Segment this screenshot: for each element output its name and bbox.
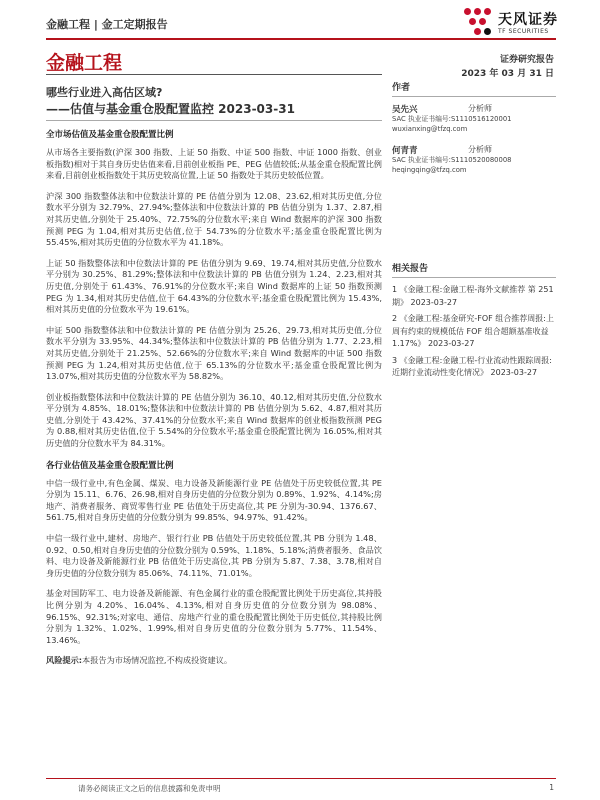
author-card: [392, 144, 556, 175]
author-card: [392, 103, 556, 134]
author-license: SAC 执业证书编号:S1110516120001: [392, 115, 512, 123]
header-divider: [46, 38, 556, 40]
logo-text-cn: 天风证券: [498, 12, 558, 28]
related-report-link[interactable]: 2 《金融工程:基金研究-FOF 组合推荐周报:上周有约束的规模低估 FOF 组合超额基准收益 1.17%》 2023-03-27: [392, 314, 554, 348]
paragraph: 沪深 300 指数整体法和中位数法计算的 PE 估值分别为 12.08、23.62,相对其历史值,分位数水平分别为 32.79%、27.94%;整体法和中位数法计算的 PB 估值分别为 1.37、2.87,相对其历史值,分别处于 25.40%、72.75%的分位数水平;来自 Wind 数据库的沪深 300 指数预测 PEG 为 1.04,相对其历史估值,位于 54.73%的分位数水平;基金重仓股配置比例为 55.45%,相对其历史值的分位数水平为 41.18%。: [46, 190, 382, 248]
section-heading-industry: 各行业估值及基金重仓股配置比例: [46, 460, 174, 471]
author-email[interactable]: heqingqing@tfzq.com: [392, 165, 467, 174]
risk-text: 本报告为市场情况监控,不构成投资建议。: [82, 655, 233, 666]
related-report-link[interactable]: 1 《金融工程:金融工程-海外文献推荐 第 251 期》 2023-03-27: [392, 285, 554, 307]
subtitle-question: 哪些行业进入高估区域?: [46, 86, 163, 99]
logo-text-en: TF SECURITIES: [498, 28, 549, 35]
sidebar: [392, 80, 556, 384]
paragraph: 上证 50 指数整体法和中位数法计算的 PE 估值分别为 9.69、19.74,相对其历史值,分位数水平分别为 30.25%、81.29%;整体法和中位数法计算的 PB 估值分别为 1.24、2.23,相对其历史值,分别处于 61.43%、76.91%的分位数水平;来自 Wind 数据库的上证 50 指数预测 PEG 为 1.34,相对其历史估值,位于 64.43%的分位数水平;基金重仓股配置比例为 15.43%,相对其历史值的分位数水平为 19.61%。: [46, 257, 382, 315]
risk-label: 风险提示:: [46, 655, 83, 666]
title-rule: [46, 74, 382, 75]
logo-mark-icon: [464, 8, 494, 38]
paragraph: 中证 500 指数整体法和中位数法计算的 PE 估值分别为 25.26、29.73,相对其历史值,分位数水平分别为 33.95%、44.34%;整体法和中位数法计算的 PB 估值分别为 1.77、2.23,相对其历史值,分别处于 21.25%、52.66%的分位数水平;来自 Wind 数据库的中证 500 指数预测 PEG 为 1.24,相对其历史估值,位于 65.13%的分位数水平;基金重仓股配置比例为 13.07%,相对其历史值的分位数水平为 58.82%。: [46, 324, 382, 382]
related-report-link[interactable]: 3 《金融工程:金融工程-行业流动性跟踪周报:近期行业流动性变化情况》 2023-03-27: [392, 355, 552, 377]
company-logo: [464, 8, 584, 38]
paragraph: 创业板指数整体法和中位数法计算的 PE 估值分别为 36.10、40.12,相对其历史值,分位数水平分别为 4.85%、18.01%;整体法和中位数法计算的 PB 估值分别为 5.62、4.87,相对其历史值,分别处于 43.42%、37.41%的分位数水平;来自 Wind 数据库的创业板指数预测 PEG 为 0.88,相对其历史估值,位于 5.54%的分位数水平;基金重仓股配置比例为 16.05%,相对其历史值的分位数水平为 84.31%。: [46, 391, 382, 449]
paragraph: 从市场各主要指数(沪深 300 指数、上证 50 指数、中证 500 指数、中证 1000 指数、创业板指数)相对于其自身历史估值来看,目前创业板指 PE、PEG 估值较低;从基金重仓股配置比例来看,目前创业板指数处于其历史较高位置,上证 50 指数处于其历史较低位置。: [46, 147, 382, 181]
authors-heading: 作者: [392, 80, 556, 97]
paragraph: 中信一级行业中,建材、房地产、银行行业 PB 估值处于历史较低位置,其 PB 分别为 1.48、0.92、0.50,相对自身历史值的分位数分别为 0.59%、1.18%、5.18%;消费者服务、食品饮料、电力设备及新能源行业 PB 估值处于历史高位,其 PB 分别为 5.87、7.38、3.78,相对自身历史值的分位数分别为 85.06%、74.11%、71.01%。: [46, 533, 382, 578]
risk-warning: [46, 655, 382, 667]
related-reports-heading: 相关报告: [392, 261, 556, 278]
main-content: [46, 128, 382, 676]
subtitle-rule: [46, 120, 382, 121]
report-category: 金融工程 | 金工定期报告: [46, 18, 168, 31]
main-title: 金融工程: [46, 52, 123, 74]
author-role: 分析师: [468, 104, 492, 113]
author-name: 吴先兴: [392, 105, 418, 115]
footer-disclaimer: 请务必阅读正文之后的信息披露和免责申明: [78, 784, 221, 793]
author-license: SAC 执业证书编号:S1110520080008: [392, 156, 512, 164]
top-bar: [46, 10, 556, 36]
report-date: 2023 年 03 月 31 日: [461, 69, 554, 79]
subtitle-series: ——估值与基金重仓股配置监控 2023-03-31: [46, 102, 295, 116]
author-email[interactable]: wuxianxing@tfzq.com: [392, 124, 468, 133]
author-name: 何青青: [392, 146, 418, 156]
section-heading-market: 全市场估值及基金重仓股配置比例: [46, 130, 174, 140]
author-role: 分析师: [468, 145, 492, 154]
footer-divider: [46, 778, 556, 779]
page-number: 1: [549, 783, 554, 792]
report-type: 证券研究报告: [499, 55, 554, 65]
paragraph: 基金对国防军工、电力设备及新能源、有色金属行业的重仓股配置比例处于历史高位,其持股比例分别为 4.20%、16.04%、4.13%,相对自身历史值的分位数分别为 98.08%、96.15%、92.31%;对家电、通信、房地产行业的重仓股配置比例处于历史低位,其持股比例分别为 1.32%、1.02%、1.99%,相对自身历史值的分位数分别为 5.77%、11.54%、13.46%。: [46, 588, 382, 645]
paragraph: 中信一级行业中,有色金属、煤炭、电力设备及新能源行业 PE 估值处于历史较低位置,其 PE 分别为 15.11、6.76、26.98,相对自身历史值的分位数分别为 0.89%、1.92%、4.14%;房地产、消费者服务、商贸零售行业 PE 估值处于历史高位,其 PE 分别为-30.94、1376.67、561.75,相对自身历史值的分位数分别为 99.85%、94.97%、91.42%。: [46, 477, 382, 523]
